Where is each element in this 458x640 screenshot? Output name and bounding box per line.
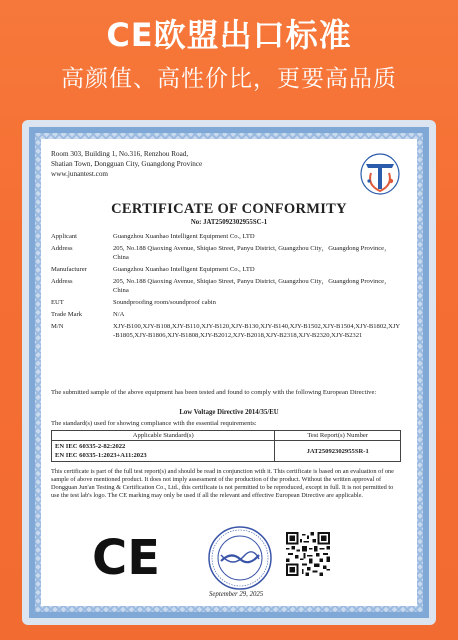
standard-item: EN IEC 60335-2-82:2022 <box>55 443 126 450</box>
address-line: Room 303, Building 1, No.316, Renzhou Road, <box>51 150 189 158</box>
qr-code-icon <box>286 532 330 576</box>
certificate-border <box>29 127 429 618</box>
issuer-address <box>51 149 202 179</box>
certificate-number: No: JAT25092302955SC-1 <box>190 219 268 226</box>
standards-table <box>51 430 401 462</box>
issuer-logo-icon <box>357 151 403 197</box>
table-row <box>52 441 401 462</box>
field-value: 205, No.188 Qiaoxing Avenue, Shiqiao Street, Panyu District, Guangzhou City，Guangdong Province，China <box>113 278 391 294</box>
field-value: Guangzhou Xuanhao Intelligent Equipment Co., LTD <box>113 266 255 273</box>
field-model-numbers <box>51 322 401 340</box>
field-value: Guangzhou Xuanhao Intelligent Equipment Co., LTD <box>113 233 255 240</box>
directive-title: Low Voltage Directive 2014/35/EU <box>179 409 279 416</box>
field-label: Address <box>51 278 73 285</box>
field-label: Address <box>51 245 73 252</box>
standard-item: EN IEC 60335-1:2023+A11:2023 <box>55 452 147 459</box>
table-header-standards: Applicable Standard(s) <box>52 431 275 441</box>
report-number-cell: JAT25092302955SR-1 <box>275 441 401 462</box>
banner-title: CE欧盟出口标准 <box>106 16 352 54</box>
certificate-disclaimer: This certificate is part of the full test report(s) and should be read in conjunction with it. This certificate is based on an evaluation of one sample of above mentioned product. It does not imply assessment of the production of the product. Without the written approval of Dongguan Jun'an Testing & Certification Co., Ltd., this certificate is not permitted to be reproduced, except in full. It is not permitted to use the test lab's logo. The CE marking may only be used if all the relevant and effective European Directive are applicable. <box>51 468 394 500</box>
banner-subtitle: 高颜值、高性价比，更要高品质 <box>61 66 397 92</box>
compliance-statement: The submitted sample of the above equipment has been tested and found to comply with the following European Directive: <box>51 389 377 396</box>
field-value: 205, No.188 Qiaoxing Avenue, Shiqiao Street, Panyu District, Guangzhou City，Guangdong Province，China <box>113 245 391 261</box>
field-label: Trade Mark <box>51 311 83 318</box>
certificate-document <box>41 139 417 606</box>
address-website: www.junantest.com <box>51 170 109 178</box>
field-label: Manufacturer <box>51 266 87 273</box>
certification-seal-icon <box>207 525 273 591</box>
field-value: N/A <box>113 311 125 318</box>
certificate-frame <box>22 120 436 625</box>
field-value: Soundproofing room/soundproof cabin <box>113 299 216 306</box>
field-manufacturer <box>51 265 401 274</box>
standards-intro: The standard(s) used for showing compliance with the essential requirements: <box>51 420 257 427</box>
field-manufacturer-address <box>51 277 401 295</box>
standards-cell <box>52 441 275 462</box>
ce-mark-text: CE <box>91 531 161 581</box>
table-header-row <box>52 431 401 441</box>
field-value: XJY-B100,XJY-B108,XJY-B110,XJY-B120,XJY-B130,XJY-B140,XJY-B1502,XJY-B1504,XJY-B1802,XJY-B1805,XJY-B1806,XJY-B1808,XJY-B2012,XJY-B2018,XJY-B2318,XJY-B2320,XJY-B2321 <box>113 323 401 339</box>
ce-mark-icon <box>89 531 163 581</box>
field-label: Applicant <box>51 233 78 240</box>
address-line: Shatian Town, Dongguan City, Guangdong Province <box>51 160 203 168</box>
field-applicant <box>51 232 401 241</box>
field-label: M/N <box>51 323 64 330</box>
table-header-report: Test Report(s) Number <box>275 431 401 441</box>
field-trade-mark <box>51 310 401 319</box>
certificate-title: CERTIFICATE OF CONFORMITY <box>111 201 347 217</box>
field-eut <box>51 298 401 307</box>
field-label: EUT <box>51 299 64 306</box>
signature-date: September 29, 2025 <box>209 591 264 598</box>
certificate-fields <box>51 232 401 341</box>
field-address <box>51 244 401 262</box>
